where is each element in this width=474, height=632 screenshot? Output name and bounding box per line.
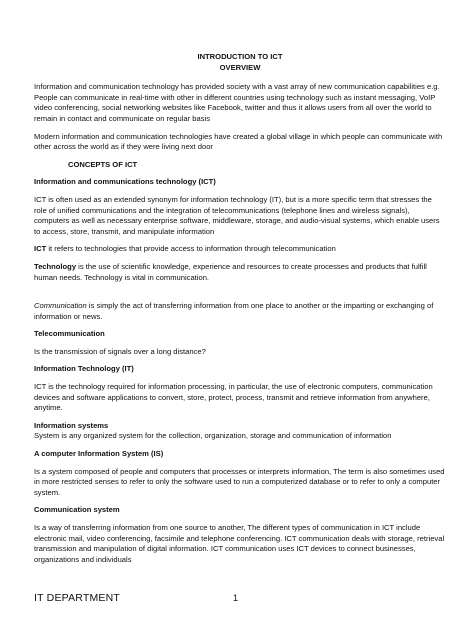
communication-term: Communication — [34, 301, 87, 311]
computer-information-system-text: Is a system composed of people and computers that processes or interprets information, The term is also sometimes used in more restricted senses to refer to only the software used to run a computerized database or to refer to only a computer system. — [34, 466, 445, 497]
communication-system-heading: Communication system — [34, 505, 120, 515]
information-systems-text: System is any organized system for the collection, organization, storage and communication of information — [34, 431, 392, 441]
footer-department: IT DEPARTMENT — [34, 592, 121, 604]
document-body — [34, 52, 446, 565]
document-title: INTRODUCTION TO ICT — [197, 52, 283, 61]
technology-term: Technology — [34, 261, 77, 271]
ict-term: ICT — [34, 244, 47, 254]
telecommunication-text: Is the transmission of signals over a long distance? — [34, 346, 206, 356]
ict-definition: it refers to technologies that provide access to information through telecommunication — [46, 244, 336, 254]
communication-definition: is simply the act of transferring information from one place to another or the imparting or exchanging of information or news. — [34, 301, 434, 321]
telecommunication-heading: Telecommunication — [34, 329, 105, 339]
communication-paragraph — [34, 301, 446, 322]
ict-paragraph-1: ICT is often used as an extended synonym for information technology (IT), but is a more specific term that stresses the role of unified communications and the integration of telecommunications (telephone lines and wireless signals), computers as well as necessary enterprise software, middleware, storage, and audio-visual systems, which enable users to access, store, transmit, and manipulate information — [34, 194, 440, 236]
document-subtitle: OVERVIEW — [219, 62, 261, 72]
footer-page-number: 1 — [233, 593, 239, 603]
concepts-heading: CONCEPTS OF ICT — [68, 159, 138, 169]
intro-paragraph-1: Information and communication technology has provided society with a vast array of new communication capabilities e.g. People can communicate in real-time with other in different countries using technology such as instant messaging, VoIP video conferencing, social networking websites like Facebook, twitter and thus it allows users from all over the world to remain in contact and communicate on regular basis — [34, 82, 440, 123]
it-heading: Information Technology (IT) — [34, 364, 134, 374]
communication-system-text: Is a way of transferring information from one source to another, The different types of communication in ICT include electronic mail, video conferencing, facsimile and telephone conferencing. ICT communication deals with storage, retrieval transmission and manipulation of digital information. ICT communication uses ICT devices to connect businesses, organizations and individuals — [34, 523, 445, 564]
intro-paragraph-2: Modern information and communication technologies have created a global village in which people can communicate with other across the world as if they were living next door — [34, 131, 443, 152]
technology-paragraph — [34, 262, 446, 283]
it-text: ICT is the technology required for information processing, in particular, the use of electronic computers, communication devices and software applications to convert, store, protect, process, transmit and retrieve information from anywhere, anytime. — [34, 382, 433, 413]
technology-definition: is the use of scientific knowledge, experience and resources to create processes and products that fulfill human needs. Technology is vital in communication. — [34, 261, 427, 282]
information-systems-heading: Information systems — [34, 420, 109, 430]
ict-paragraph-2 — [34, 244, 446, 255]
ict-heading: Information and communications technology (ICT) — [34, 177, 216, 187]
computer-information-system-heading: A computer Information System (IS) — [34, 449, 164, 459]
